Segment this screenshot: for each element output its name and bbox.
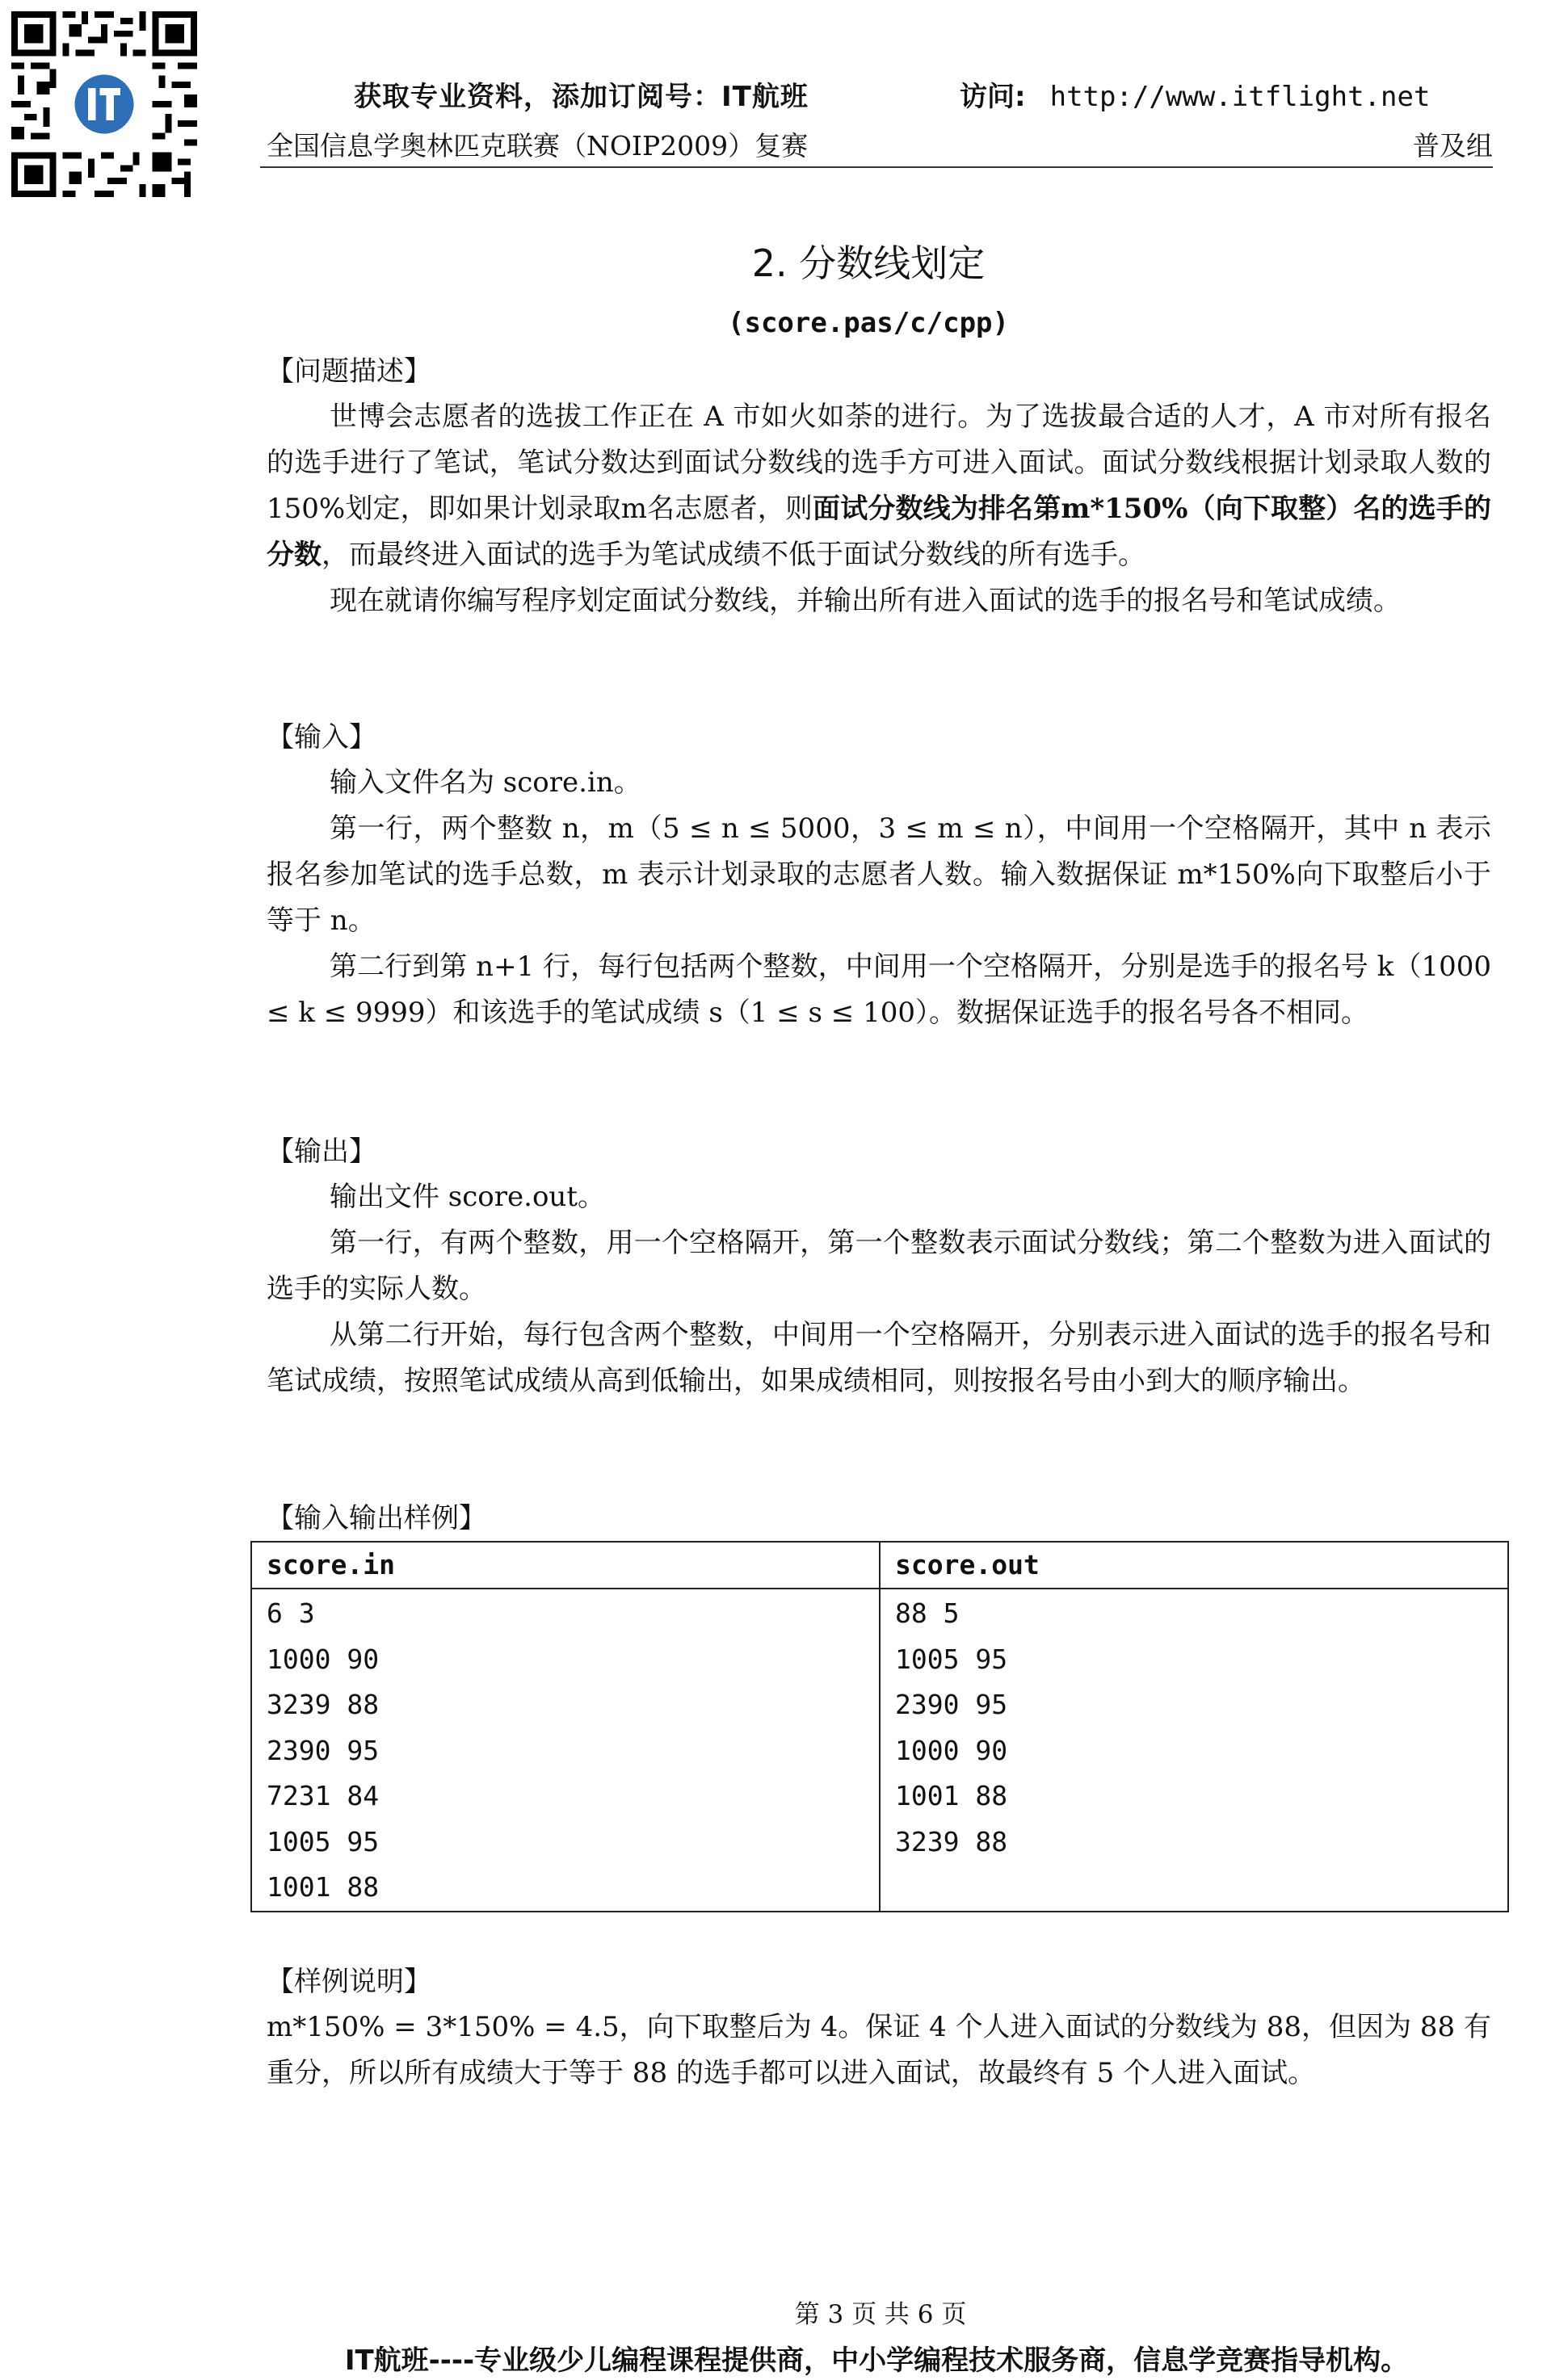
output-heading: 【输出】 [267, 1135, 376, 1168]
description-section [267, 349, 1491, 624]
input-paragraph-2: 第一行，两个整数 n，m（5 ≤ n ≤ 5000，3 ≤ m ≤ n），中间用一个空格隔开，其中 n 表示报名参加笔试的选手总数，m 表示计划录取的志愿者人数。输入数据保证 m*150%向下取整后小于等于 n。 [267, 812, 1491, 937]
qr-code-icon [11, 11, 197, 197]
sample-input-line: 7231 84 [267, 1780, 380, 1811]
sample-input-line: 3239 88 [267, 1689, 380, 1720]
sample-input-line: 1001 88 [267, 1871, 380, 1903]
description-paragraph-1: 世博会志愿者的选拔工作正在 A 市如火如荼的进行。为了选拔最合适的人才，A 市对所有报名的选手进行了笔试，笔试分数达到面试分数线的选手方可进入面试。面试分数线根据计划录取人数的150%划定，即如果计划录取m名志愿者，则面试分数线为排名第m*150%（向下取整）名的选手的分数，而最终进入面试的选手为笔试成绩不低于面试分数线的所有选手。 [267, 401, 1491, 571]
sample-input-line: 2390 95 [267, 1734, 380, 1766]
explanation-text: m*150% = 3*150% = 4.5，向下取整后为 4。保证 4 个人进入面试的分数线为 88，但因为 88 有重分，所以所有成绩大于等于 88 的选手都可以进入面试，故最终有 5 个人进入面试。 [267, 2011, 1491, 2089]
promo-subscription-text: 获取专业资料，添加订阅号：IT航班 [354, 81, 809, 113]
sample-output-line: 1005 95 [895, 1643, 1008, 1675]
problem-title: 2. 分数线划定 [751, 241, 986, 285]
explanation-section [267, 1959, 1491, 2097]
sample-input-line: 1005 95 [267, 1825, 380, 1857]
sample-input-line: 1000 90 [267, 1643, 380, 1675]
sample-output-line: 2390 95 [895, 1689, 1008, 1720]
sample-output-line: 1000 90 [895, 1734, 1008, 1766]
sample-output-line: 1001 88 [895, 1780, 1008, 1811]
sample-output-line: 88 5 [895, 1597, 960, 1629]
sample-input-header: score.in [251, 1542, 880, 1589]
sample-output-line: 3239 88 [895, 1825, 1008, 1857]
running-header-group: 普及组 [1413, 130, 1493, 162]
input-paragraph-1: 输入文件名为 score.in。 [330, 766, 641, 799]
input-paragraph-3: 第二行到第 n+1 行，每行包括两个整数，中间用一个空格隔开，分别是选手的报名号 k（1000 ≤ k ≤ 9999）和该选手的笔试成绩 s（1 ≤ s ≤ 100）。数据保证选手的报名号各不相同。 [267, 951, 1491, 1029]
output-paragraph-3: 从第二行开始，每行包含两个整数，中间用一个空格隔开，分别表示进入面试的选手的报名号和笔试成绩，按照笔试成绩从高到低输出，如果成绩相同，则按报名号由小到大的顺序输出。 [267, 1319, 1491, 1397]
visit-label: 访问: [960, 81, 1026, 113]
sample-output-header: score.out [880, 1542, 1508, 1589]
site-url-link[interactable]: http://www.itflight.net [1049, 81, 1431, 113]
sample-heading: 【输入输出样例】 [267, 1502, 486, 1534]
output-paragraph-2: 第一行，有两个整数，用一个空格隔开，第一个整数表示面试分数线；第二个整数为进入面试的选手的实际人数。 [267, 1227, 1491, 1305]
description-heading: 【问题描述】 [267, 355, 431, 388]
description-paragraph-2: 现在就请你编写程序划定面试分数线，并输出所有进入面试的选手的报名号和笔试成绩。 [330, 585, 1401, 617]
sample-output-cell [880, 1589, 1508, 1912]
explanation-heading: 【样例说明】 [267, 1966, 431, 1998]
running-header-title: 全国信息学奥林匹克联赛（NOIP2009）复赛 [267, 130, 809, 162]
output-paragraph-1: 输出文件 score.out。 [330, 1181, 605, 1213]
input-section [267, 715, 1491, 1036]
promo-visit [960, 74, 1430, 114]
problem-filenames: (score.pas/c/cpp) [728, 307, 1009, 339]
sample-input-line: 6 3 [267, 1597, 315, 1629]
input-heading: 【输入】 [267, 721, 376, 753]
output-section [267, 1129, 1491, 1404]
header-rule [260, 166, 1493, 168]
page-number: 第 3 页 共 6 页 [794, 2300, 967, 2329]
sample-input-cell [251, 1589, 880, 1912]
cutoff-rule-bold: 面试分数线为排名第m*150%（向下取整）名的选手的分数 [267, 493, 1491, 571]
sample-io-table [250, 1541, 1509, 1912]
footer-slogan: IT航班----专业级少儿编程课程提供商，中小学编程技术服务商，信息学竞赛指导机构。 [344, 2344, 1409, 2377]
